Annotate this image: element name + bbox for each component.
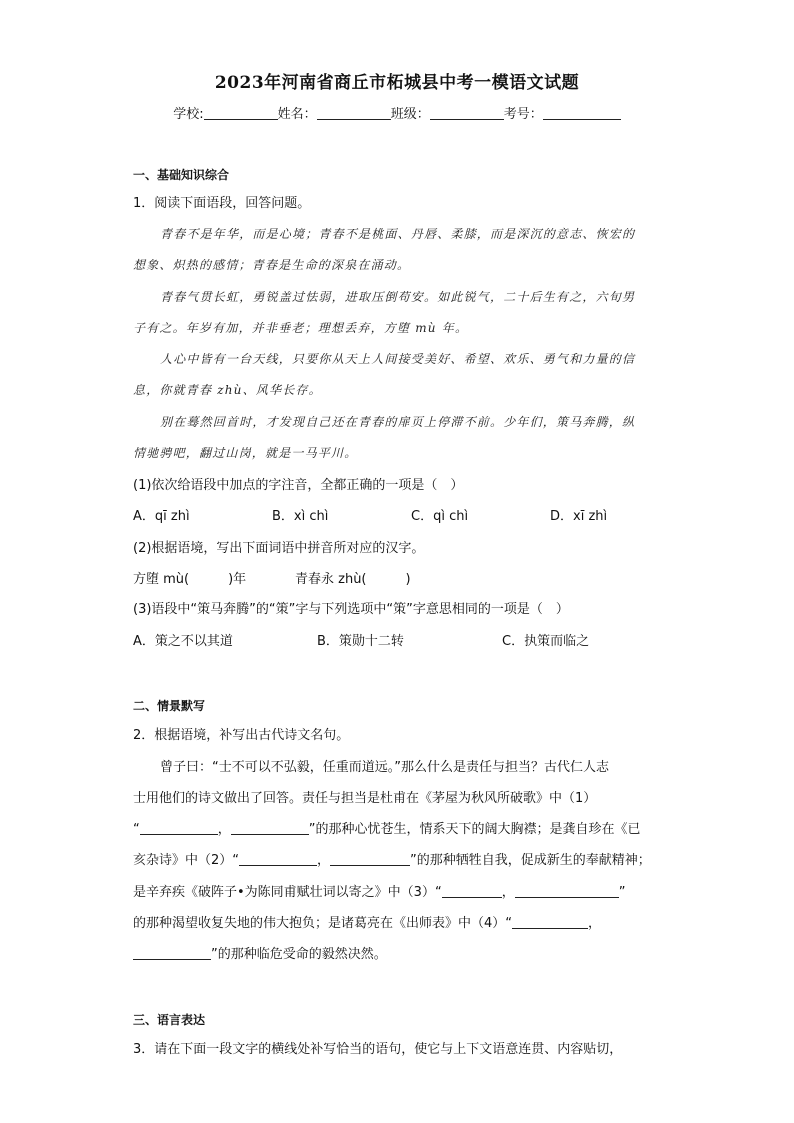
passage-line: 青春气贯长虹，勇锐盖过怯弱，进取压倒苟安。如此锐气，二十后生有之，六旬男 (160, 290, 636, 304)
passage-line: 情驰骋吧，翻过山岗，就是一马平川。 (133, 446, 358, 460)
fill-item-mu[interactable]: 方堕 mù( )年 (133, 572, 247, 587)
answer-blank[interactable] (512, 916, 588, 929)
school-blank[interactable] (204, 107, 278, 120)
option-b[interactable]: B．xì chì (272, 509, 329, 524)
answer-blank[interactable] (140, 822, 218, 835)
option-a[interactable]: A．qī zhì (133, 509, 190, 524)
student-info-row (0, 103, 794, 122)
question-2-text-line: 是辛弃疾《破阵子•为陈同甫赋壮词以寄之》中（3）“ ， ” (133, 885, 626, 900)
question-1-prompt: 1．阅读下面语段，回答问题。 (133, 196, 311, 211)
fill-item-zhu[interactable]: 青春永 zhù( ) (295, 572, 411, 587)
passage-line: 别在蓦然回首时，才发现自己还在青春的扉页上停滞不前。少年们，策马奔腾，纵 (160, 415, 636, 429)
exam-title: 2023年河南省商丘市柘城县中考一模语文试题 (214, 73, 580, 93)
exam-number-label: 考号： (503, 107, 543, 122)
option-c[interactable]: C．qì chì (411, 509, 469, 524)
section-heading-1: 一、基础知识综合 (133, 168, 230, 182)
question-2-text-line: 士用他们的诗文做出了回答。责任与担当是杜甫在《茅屋为秋风所破歌》中（1） (133, 791, 597, 806)
answer-blank[interactable] (330, 853, 410, 866)
name-label: 姓名： (277, 107, 317, 122)
passage-line: 人心中皆有一台天线，只要你从天上人间接受美好、希望、欢乐、勇气和力量的信 (160, 352, 636, 366)
passage-line: 息，你就青春 zhù、风华长存。 (133, 383, 322, 397)
passage-line: 青春不是年华，而是心境；青春不是桃面、丹唇、柔膝，而是深沉的意志、恢宏的 (160, 227, 636, 241)
option-b[interactable]: B．策勋十二转 (317, 634, 404, 649)
question-3-prompt: 3．请在下面一段文字的横线处补写恰当的语句，使它与上下文语意连贯、内容贴切， (133, 1042, 623, 1057)
answer-blank[interactable] (239, 853, 317, 866)
sub-question-3: (3)语段中“策马奔腾”的“策”字与下列选项中“策”字意思相同的一项是（ ） (133, 602, 569, 617)
question-2-text-line: ”的那种临危受命的毅然决然。 (133, 943, 387, 962)
sub-question-1: (1)依次给语段中加点的字注音，全都正确的一项是（ ） (133, 478, 464, 493)
answer-blank[interactable] (442, 885, 502, 898)
section-heading-2: 二、情景默写 (133, 699, 206, 713)
sub-question-2: (2)根据语境，写出下面词语中拼音所对应的汉字。 (133, 541, 425, 556)
answer-blank[interactable] (231, 822, 309, 835)
question-2-text-line: 亥杂诗》中（2）“ ， ”的那种牺牲自我，促成新生的奉献精神； (133, 853, 651, 868)
name-blank[interactable] (317, 107, 391, 120)
option-c[interactable]: C．执策而临之 (502, 634, 590, 649)
exam-number-blank[interactable] (543, 107, 621, 120)
question-2-text-line: 的那种渴望收复失地的伟大抱负；是诸葛亮在《出师表》中（4）“ ， (133, 916, 602, 931)
answer-blank[interactable] (515, 885, 619, 898)
option-a[interactable]: A．策之不以其道 (133, 634, 233, 649)
option-d[interactable]: D．xī zhì (550, 509, 608, 524)
passage-line: 想象、炽热的感情；青春是生命的深泉在涌动。 (133, 258, 411, 272)
section-heading-3: 三、语言表达 (133, 1013, 206, 1027)
passage-line: 子有之。年岁有加，并非垂老；理想丢弃，方堕 mù 年。 (133, 321, 469, 335)
question-2-prompt: 2．根据语境，补写出古代诗文名句。 (133, 728, 350, 743)
class-label: 班级： (390, 107, 430, 122)
class-blank[interactable] (430, 107, 504, 120)
school-label: 学校: (173, 107, 204, 122)
question-2-text-line: “ ， ”的那种心忧苍生，情系天下的阔大胸襟；是龚自珍在《已 (133, 822, 641, 837)
answer-blank[interactable] (133, 947, 211, 960)
question-2-text-line: 曾子曰：“士不可以不弘毅，任重而道远。”那么什么是责任与担当？古代仁人志 (160, 760, 609, 775)
